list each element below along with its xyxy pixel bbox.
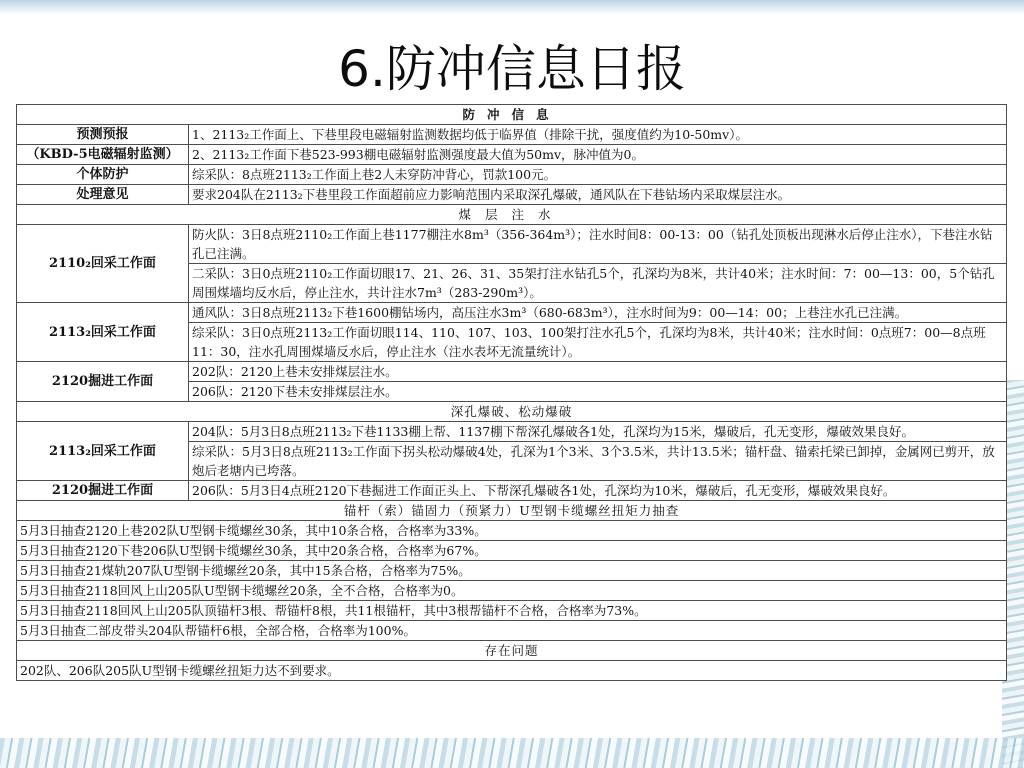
anchor-check-row: 5月3日抽查2120下巷206队U型钢卡缆螺丝30条，其中20条合格，合格率为67%。 [17, 541, 1007, 561]
top-decor-band [0, 0, 1024, 14]
section-problems-title: 存在问题 [17, 641, 1007, 661]
section-row [17, 501, 1007, 521]
blasting-face1-label: 2113₂回采工作面 [17, 422, 189, 481]
injection-face3-label: 2120掘进工作面 [17, 362, 189, 402]
table-header: 防冲信息 [17, 105, 1007, 125]
section-anchor-title: 锚杆（索）锚固力（预紧力）U型钢卡缆螺丝扭矩力抽查 [17, 501, 1007, 521]
injection-face2-text-2: 综采队：3日0点班2113₂工作面切眼114、110、107、103、100架打注水孔5个，孔深均为8米，共计40米；注水时间：0点班7：00—8点班11：30，注水孔周围煤墙反水后，停止注水（注水表坏无流量统计）。 [189, 323, 1007, 362]
forecast-text-1: 1、2113₂工作面上、下巷里段电磁辐射监测数据均低于临界值（排除干扰，强度值约为10-50mv）。 [189, 125, 1007, 145]
wave-decoration-bottom [0, 738, 1024, 768]
anchor-check-row: 5月3日抽查2120上巷202队U型钢卡缆螺丝30条，其中10条合格，合格率为33%。 [17, 521, 1007, 541]
injection-face3-text-2: 206队：2120下巷未安排煤层注水。 [189, 382, 1007, 402]
table-header-row [17, 105, 1007, 125]
forecast-label: 预测预报 [17, 125, 189, 145]
section-row [17, 205, 1007, 225]
table-row [17, 165, 1007, 185]
injection-face1-text-2: 二采队：3日0点班2110₂工作面切眼17、21、26、31、35架打注水钻孔5个，孔深均为8米，共计40米；注水时间：7：00—13：00，5个钻孔周围煤墙均反水后，停止注水，共计注水7m³（283-290m³）。 [189, 264, 1007, 303]
handling-label: 处理意见 [17, 185, 189, 205]
table-row [17, 521, 1007, 541]
table-row [17, 581, 1007, 601]
blasting-face1-text-2: 综采队：5月3日8点班2113₂工作面下拐头松动爆破4处，孔深为1个3米、3个3.5米，共计13.5米；锚杆盘、锚索托梁已卸掉，金属网已剪开，放炮后老塘内已垮落。 [189, 442, 1007, 481]
section-injection-title: 煤层注水 [17, 205, 1007, 225]
table-row [17, 541, 1007, 561]
injection-face2-label: 2113₂回采工作面 [17, 303, 189, 362]
slide-title: 6.防冲信息日报 [338, 40, 686, 98]
section-row [17, 402, 1007, 422]
forecast-text-2: 2、2113₂工作面下巷523-993棚电磁辐射监测强度最大值为50mv，脉冲值为0。 [189, 145, 1007, 165]
table-row [17, 303, 1007, 323]
anchor-check-row: 5月3日抽查二部皮带头204队帮锚杆6根，全部合格，合格率为100%。 [17, 621, 1007, 641]
problems-text: 202队、206队205队U型钢卡缆螺丝扭矩力达不到要求。 [17, 661, 1007, 681]
table-row [17, 422, 1007, 442]
injection-face2-text-1: 通风队：3日8点班2113₂下巷1600棚钻场内，高压注水3m³（680-683m³），注水时间为9：00—14：00；上巷注水孔已注满。 [189, 303, 1007, 323]
report-table [16, 104, 1007, 681]
table-row [17, 481, 1007, 501]
table-row [17, 621, 1007, 641]
table-row [17, 661, 1007, 681]
table-row [17, 601, 1007, 621]
table-row [17, 145, 1007, 165]
anchor-check-row: 5月3日抽查2118回风上山205队U型钢卡缆螺丝20条，全不合格，合格率为0。 [17, 581, 1007, 601]
blasting-face2-label: 2120掘进工作面 [17, 481, 189, 501]
forecast-sublabel: （KBD-5电磁辐射监测） [17, 145, 189, 165]
injection-face1-text-1: 防火队：3日8点班2110₂工作面上巷1177棚注水8m³（356-364m³）；注水时间8：00-13：00（钻孔处顶板出现淋水后停止注水），下巷注水钻孔已注满。 [189, 225, 1007, 264]
handling-text: 要求204队在2113₂下巷里段工作面超前应力影响范围内采取深孔爆破，通风队在下巷钻场内采取煤层注水。 [189, 185, 1007, 205]
section-row [17, 641, 1007, 661]
section-blasting-title: 深孔爆破、松动爆破 [17, 402, 1007, 422]
table-row [17, 185, 1007, 205]
protection-label: 个体防护 [17, 165, 189, 185]
table-row [17, 125, 1007, 145]
blasting-face1-text-1: 204队：5月3日8点班2113₂下巷1133棚上帮、1137棚下帮深孔爆破各1处，孔深均为15米，爆破后，孔无变形，爆破效果良好。 [189, 422, 1007, 442]
injection-face3-text-1: 202队：2120上巷未安排煤层注水。 [189, 362, 1007, 382]
anchor-check-row: 5月3日抽查21煤轨207队U型钢卡缆螺丝20条，其中15条合格，合格率为75%。 [17, 561, 1007, 581]
protection-text: 综采队：8点班2113₂工作面上巷2人未穿防冲背心，罚款100元。 [189, 165, 1007, 185]
blasting-face2-text-1: 206队：5月3日4点班2120下巷掘进工作面正头上、下帮深孔爆破各1处，孔深均为10米，爆破后，孔无变形，爆破效果良好。 [189, 481, 1007, 501]
table-row [17, 225, 1007, 264]
injection-face1-label: 2110₂回采工作面 [17, 225, 189, 303]
anchor-check-row: 5月3日抽查2118回风上山205队顶锚杆3根、帮锚杆8根，共11根锚杆，其中3根帮锚杆不合格，合格率为73%。 [17, 601, 1007, 621]
table-row [17, 561, 1007, 581]
table-row [17, 362, 1007, 382]
